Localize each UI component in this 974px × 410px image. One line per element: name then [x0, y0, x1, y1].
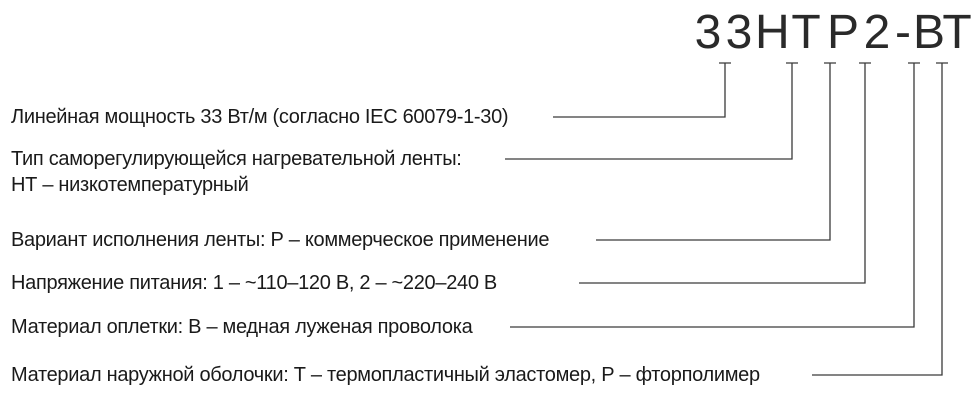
code-char-8: B [912, 6, 945, 59]
connector-line-sheath [812, 63, 948, 375]
connector-line-type [505, 63, 798, 159]
label-sheath-text: Материал наружной оболочки: Т – термопластичный эластомер, Р – фторполимер [11, 364, 760, 386]
code-char-4: T [791, 6, 821, 59]
label-voltage-text: Напряжение питания: 1 – ~110–120 В, 2 – ~220–240 В [11, 272, 497, 294]
code-char-5: P [826, 6, 859, 59]
code-char-6: 2 [863, 6, 891, 59]
label-sheath [11, 362, 760, 388]
connector-line-power [553, 63, 731, 117]
label-braid-text: Материал оплетки: В – медная луженая проволока [11, 316, 473, 338]
connector-line-braid [510, 63, 920, 327]
label-voltage [11, 270, 497, 296]
code-char-9: T [942, 6, 972, 59]
code-char-7: - [895, 6, 911, 59]
label-power [11, 104, 508, 130]
code-char-2: 3 [725, 6, 753, 59]
label-type-text-2: НТ – низкотемпературный [11, 174, 249, 196]
label-braid [11, 314, 472, 340]
connector-line-variant [596, 63, 836, 240]
code-char-1: 3 [694, 6, 722, 59]
label-type-text-1: Тип саморегулирующейся нагревательной ленты: [11, 148, 462, 170]
label-type [11, 146, 462, 198]
label-variant [11, 227, 549, 253]
code-char-3: H [755, 6, 790, 59]
label-variant-text: Вариант исполнения ленты: Р – коммерческое применение [11, 229, 550, 251]
label-power-text: Линейная мощность 33 Вт/м (согласно IEC 60079-1-30) [11, 106, 509, 128]
